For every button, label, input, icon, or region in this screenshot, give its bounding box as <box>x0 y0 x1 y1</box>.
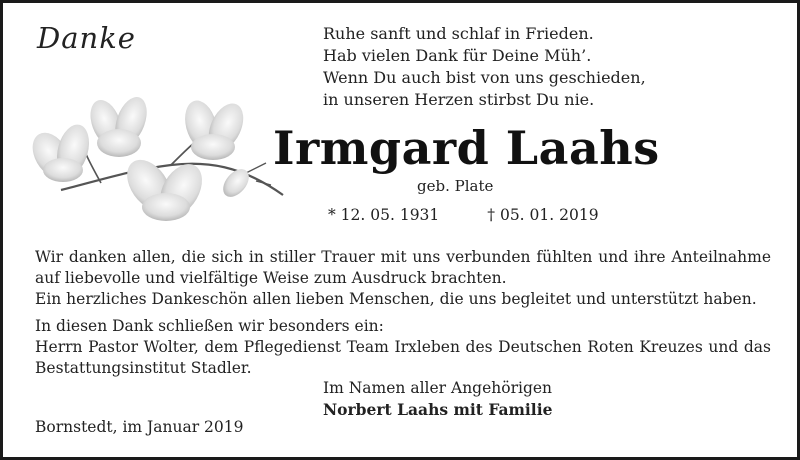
maiden-name: geb. Plate <box>417 177 494 195</box>
poem-line: in unseren Herzen stirbst Du nie. <box>323 90 595 109</box>
magnolia-flower-icon <box>180 97 250 160</box>
danke-heading: Danke <box>37 21 136 55</box>
place-date: Bornstedt, im Januar 2019 <box>35 418 244 436</box>
magnolia-branch-icon <box>21 95 291 225</box>
life-dates <box>328 206 599 224</box>
magnolia-flower-icon <box>25 121 94 184</box>
thanks-paragraph: Wir danken allen, die sich in stiller Trauer mit uns verbunden fühlten und ihre Anteilnahme auf liebevolle und vielfältige Weise zum Ausdruck brachten. <box>35 248 771 287</box>
signature <box>323 378 552 420</box>
poem-line: Ruhe sanft und schlaf in Frieden. <box>323 24 594 43</box>
poem-line: Wenn Du auch bist von uns geschieden, <box>323 68 646 87</box>
magnolia-flower-icon <box>85 95 153 157</box>
birth-date: * 12. 05. 1931 <box>328 206 440 224</box>
poem <box>323 23 646 111</box>
thanks-text <box>35 247 771 379</box>
special-thanks-text: Herrn Pastor Wolter, dem Pflegedienst Team Irxleben des Deutschen Roten Kreuzes und das Bestattungsinstitut Stadler. <box>35 338 771 377</box>
death-date: † 05. 01. 2019 <box>487 206 599 224</box>
signature-family: Norbert Laahs mit Familie <box>323 400 553 419</box>
signature-line: Im Namen aller Angehörigen <box>323 379 553 397</box>
deceased-name: Irmgard Laahs <box>273 121 660 175</box>
thanks-paragraph: Ein herzliches Dankeschön allen lieben Menschen, die uns begleitet und unterstützt haben. <box>35 290 757 308</box>
special-thanks-intro: In diesen Dank schließen wir besonders ein: <box>35 317 384 335</box>
poem-line: Hab vielen Dank für Deine Müh’. <box>323 46 592 65</box>
magnolia-flower-icon <box>118 152 210 224</box>
